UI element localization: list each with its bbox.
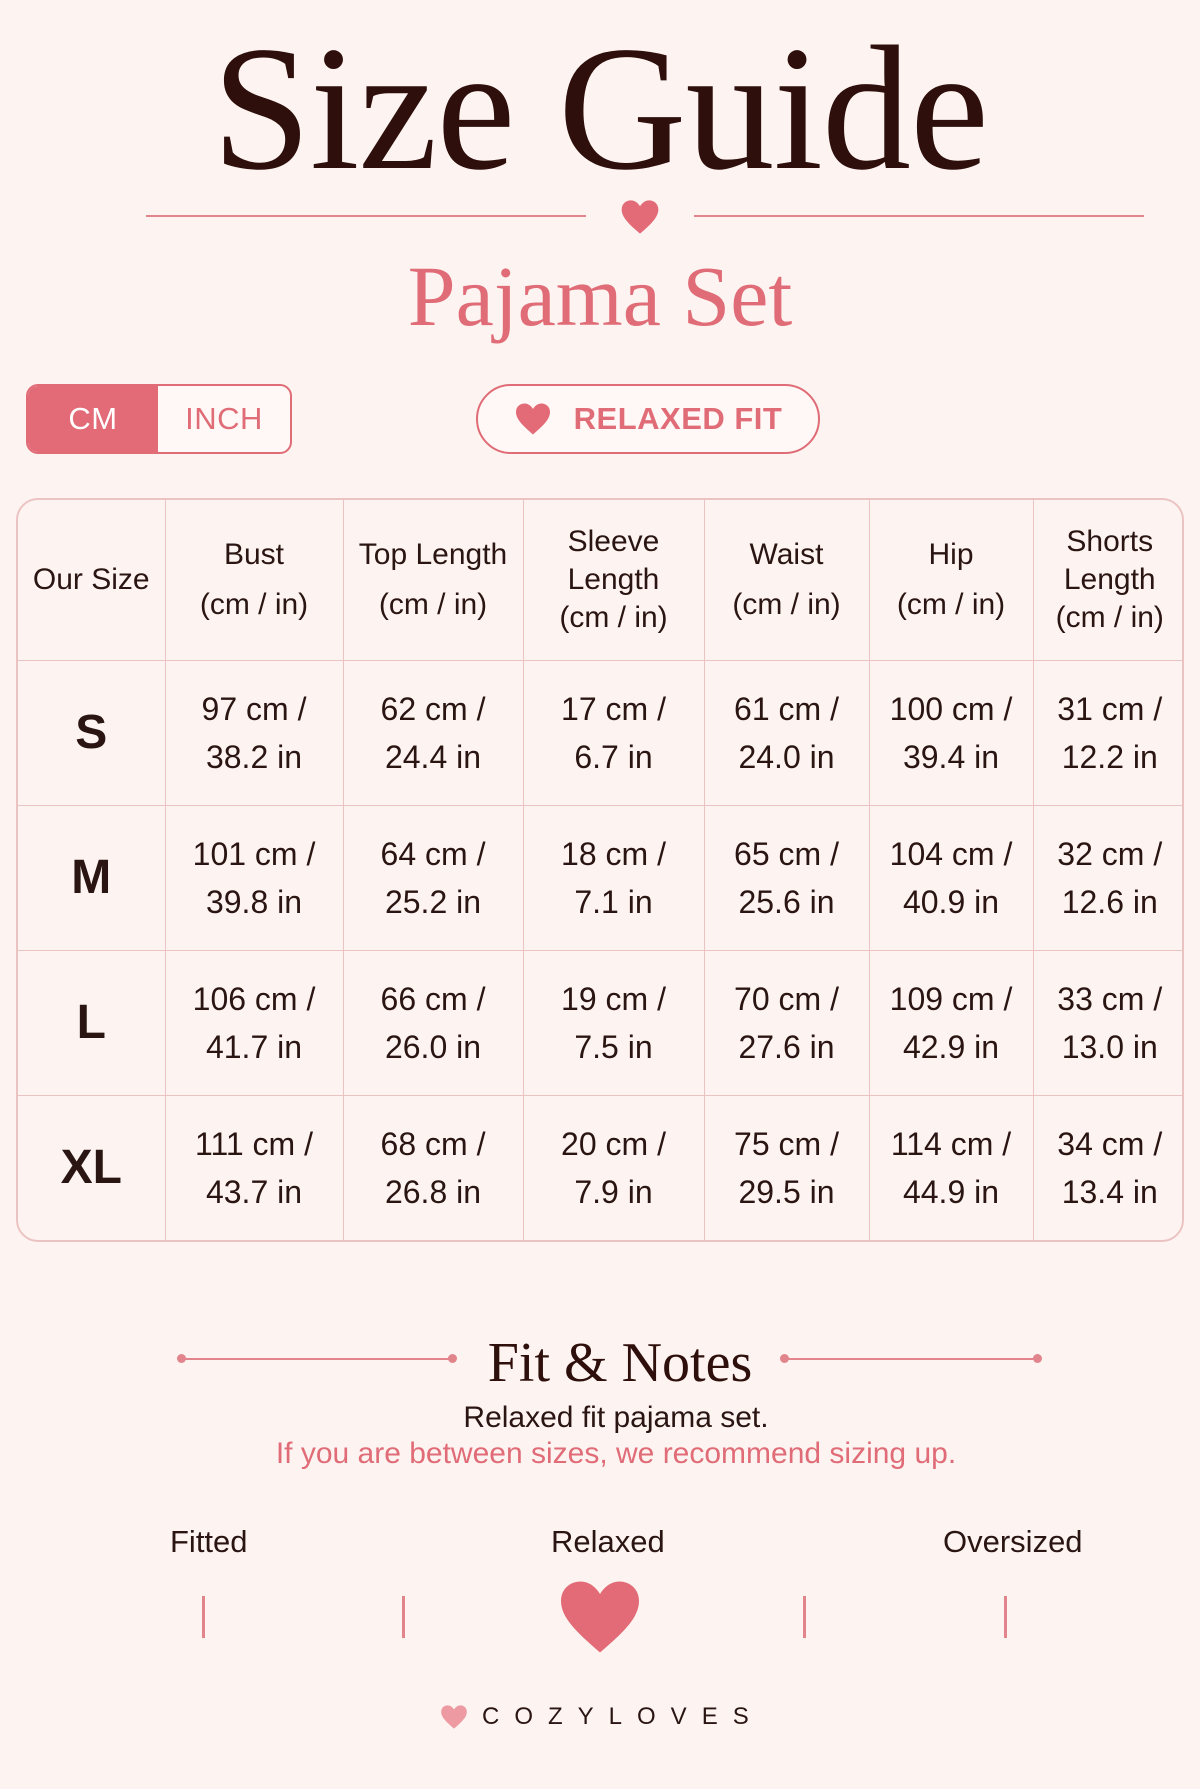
header-shorts-length: Shorts Length (cm / in)	[1033, 500, 1184, 661]
fit-scale-tick	[803, 1596, 806, 1638]
table-cell: 65 cm / 25.6 in	[704, 806, 869, 951]
header-our-size: Our Size	[18, 500, 165, 661]
table-cell: 33 cm / 13.0 in	[1033, 951, 1184, 1096]
brand-name: COZYLOVES	[482, 1703, 764, 1730]
table-cell: 70 cm / 27.6 in	[704, 951, 869, 1096]
size-label: S	[18, 661, 165, 806]
header-waist: Waist (cm / in)	[704, 500, 869, 661]
table-cell: 104 cm / 40.9 in	[869, 806, 1033, 951]
table-cell: 100 cm / 39.4 in	[869, 661, 1033, 806]
table-cell: 31 cm / 12.2 in	[1033, 661, 1184, 806]
table-cell: 106 cm / 41.7 in	[165, 951, 343, 1096]
table-cell: 32 cm / 12.6 in	[1033, 806, 1184, 951]
table-cell: 97 cm / 38.2 in	[165, 661, 343, 806]
table-cell: 101 cm / 39.8 in	[165, 806, 343, 951]
table-row	[18, 1096, 1184, 1241]
fit-scale-tick	[402, 1596, 405, 1638]
size-table	[16, 498, 1184, 1242]
header-sleeve-length: Sleeve Length (cm / in)	[523, 500, 704, 661]
fit-scale-tick	[1004, 1596, 1007, 1638]
fit-badge-label: RELAXED FIT	[573, 401, 783, 436]
heart-icon	[440, 1704, 468, 1730]
table-cell: 66 cm / 26.0 in	[343, 951, 523, 1096]
table-header-row	[18, 500, 1184, 661]
fit-badge	[476, 384, 820, 454]
table-cell: 20 cm / 7.9 in	[523, 1096, 704, 1241]
fit-scale-tick	[202, 1596, 205, 1638]
header-top-length: Top Length (cm / in)	[343, 500, 523, 661]
notes-divider-right	[785, 1358, 1037, 1360]
size-label: XL	[18, 1096, 165, 1241]
heart-icon	[620, 198, 660, 236]
header-bust: Bust (cm / in)	[165, 500, 343, 661]
title-divider-right	[694, 215, 1144, 217]
table-cell: 64 cm / 25.2 in	[343, 806, 523, 951]
size-label: L	[18, 951, 165, 1096]
table-cell: 61 cm / 24.0 in	[704, 661, 869, 806]
table-cell: 17 cm / 6.7 in	[523, 661, 704, 806]
table-row	[18, 951, 1184, 1096]
page-subtitle: Pajama Set	[407, 248, 793, 344]
title-divider-left	[146, 215, 586, 217]
fit-scale-label-relaxed: Relaxed	[551, 1524, 665, 1559]
table-cell: 114 cm / 44.9 in	[869, 1096, 1033, 1241]
table-cell: 75 cm / 29.5 in	[704, 1096, 869, 1241]
unit-option-inch[interactable]: INCH	[185, 401, 263, 436]
notes-text: Relaxed fit pajama set.	[463, 1401, 769, 1434]
table-row	[18, 661, 1184, 806]
unit-toggle[interactable]	[26, 384, 292, 454]
table-cell: 18 cm / 7.1 in	[523, 806, 704, 951]
table-cell: 111 cm / 43.7 in	[165, 1096, 343, 1241]
notes-recommendation: If you are between sizes, we recommend sizing up.	[275, 1437, 957, 1470]
notes-title: Fit & Notes	[487, 1332, 753, 1394]
table-row	[18, 806, 1184, 951]
unit-option-cm[interactable]: CM	[28, 386, 158, 452]
page-title: Size Guide	[212, 9, 988, 207]
heart-icon	[514, 402, 552, 436]
table-cell: 68 cm / 26.8 in	[343, 1096, 523, 1241]
divider-dot	[1033, 1354, 1042, 1363]
brand-footer	[440, 1703, 764, 1731]
table-cell: 19 cm / 7.5 in	[523, 951, 704, 1096]
table-cell: 109 cm / 42.9 in	[869, 951, 1033, 1096]
size-label: M	[18, 806, 165, 951]
header-hip: Hip (cm / in)	[869, 500, 1033, 661]
fit-scale-label-oversized: Oversized	[943, 1524, 1083, 1559]
table-cell: 34 cm / 13.4 in	[1033, 1096, 1184, 1241]
heart-icon	[557, 1578, 643, 1656]
table-cell: 62 cm / 24.4 in	[343, 661, 523, 806]
fit-scale-label-fitted: Fitted	[170, 1524, 248, 1559]
